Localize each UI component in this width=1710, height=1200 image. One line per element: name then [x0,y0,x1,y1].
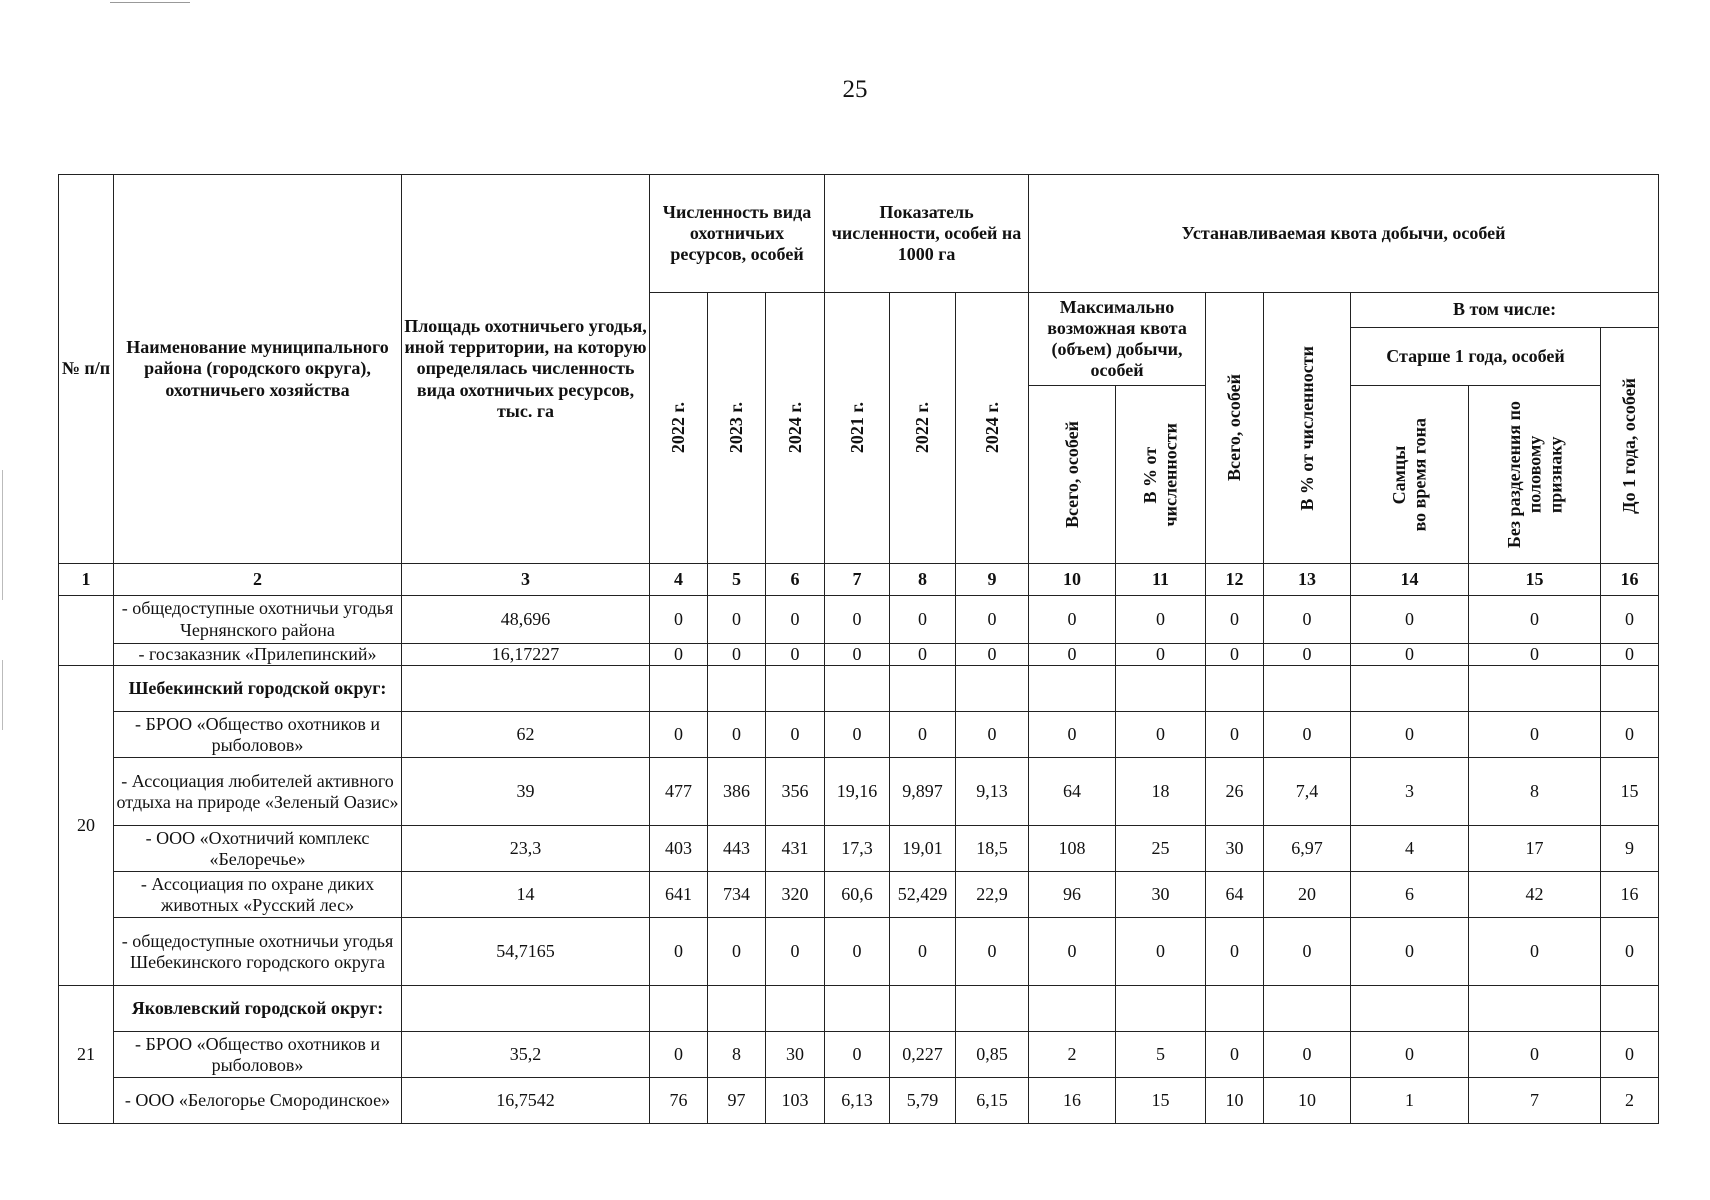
row-value: 0 [1351,644,1469,666]
row-value: 356 [766,758,825,826]
row-value: 0 [825,918,890,986]
row-value [956,986,1029,1032]
row-value: 0 [650,712,708,758]
row-value: 42 [1469,872,1601,918]
row-value: 0 [1029,644,1116,666]
row-value: 0 [650,596,708,644]
row-value: 0 [890,712,956,758]
row-value: 2 [1601,1078,1659,1124]
header-including: В том числе: [1351,293,1659,328]
header-older: Старше 1 года, особей [1351,328,1601,386]
header-percent: В % от численности [1264,293,1351,564]
row-value: 16 [1601,872,1659,918]
row-area: 16,7542 [402,1078,650,1124]
row-area [402,986,650,1032]
row-value: 734 [708,872,766,918]
row-value: 52,429 [890,872,956,918]
row-value: 0 [890,918,956,986]
row-value: 15 [1116,1078,1206,1124]
row-value [766,666,825,712]
header-population: Численность вида охотничьих ресурсов, особей [650,175,825,293]
row-value: 30 [766,1032,825,1078]
row-value: 0 [1206,1032,1264,1078]
row-value [825,666,890,712]
row-number: 20 [59,666,114,986]
table-row [59,666,1659,712]
row-value: 0 [1351,712,1469,758]
row-value: 477 [650,758,708,826]
table-row [59,826,1659,872]
row-name: - общедоступные охотничьи угодья Чернянского района [114,596,402,644]
header-no-sex: Без разделения по половому признаку [1469,386,1601,564]
row-name: - Ассоциация по охране диких животных «Русский лес» [114,872,402,918]
row-value: 0 [1116,712,1206,758]
row-value [1601,666,1659,712]
row-value: 431 [766,826,825,872]
row-value: 0 [1264,712,1351,758]
row-value [1116,666,1206,712]
header-max-percent: В % от численности [1116,386,1206,564]
row-area: 35,2 [402,1032,650,1078]
row-value: 0 [1029,596,1116,644]
row-value: 103 [766,1078,825,1124]
column-number: 12 [1206,564,1264,596]
table-row [59,712,1659,758]
header-max-total: Всего, особей [1029,386,1116,564]
column-number: 14 [1351,564,1469,596]
row-name: - БРОО «Общество охотников и рыболовов» [114,712,402,758]
row-value [1264,666,1351,712]
row-name: - ООО «Охотничий комплекс «Белоречье» [114,826,402,872]
column-number: 7 [825,564,890,596]
column-number: 16 [1601,564,1659,596]
row-value: 64 [1029,758,1116,826]
row-value: 18,5 [956,826,1029,872]
row-value: 0,227 [890,1032,956,1078]
table-row [59,758,1659,826]
column-number: 15 [1469,564,1601,596]
row-value: 0 [825,1032,890,1078]
row-value: 0 [1469,1032,1601,1078]
header-density-year: 2024 г. [956,293,1029,564]
row-value [1206,666,1264,712]
header-under1: До 1 года, особей [1601,328,1659,564]
row-value: 7,4 [1264,758,1351,826]
row-value: 403 [650,826,708,872]
row-value: 0 [825,712,890,758]
row-value: 6 [1351,872,1469,918]
column-number: 8 [890,564,956,596]
row-value: 17,3 [825,826,890,872]
row-value [1116,986,1206,1032]
row-value: 0 [1206,918,1264,986]
row-value: 5 [1116,1032,1206,1078]
column-number: 3 [402,564,650,596]
row-value [650,986,708,1032]
table-row [59,1078,1659,1124]
column-number: 13 [1264,564,1351,596]
row-value: 10 [1264,1078,1351,1124]
row-value: 1 [1351,1078,1469,1124]
row-value: 10 [1206,1078,1264,1124]
table-row [59,918,1659,986]
row-value: 76 [650,1078,708,1124]
row-value [956,666,1029,712]
row-value: 0 [708,712,766,758]
column-number: 1 [59,564,114,596]
table-header [59,175,1659,596]
row-value: 0 [766,644,825,666]
row-name: Яковлевский городской округ: [114,986,402,1032]
row-value: 0 [708,918,766,986]
column-number: 6 [766,564,825,596]
row-value: 16 [1029,1078,1116,1124]
table-row [59,644,1659,666]
header-pop-year: 2023 г. [708,293,766,564]
header-density: Показатель численности, особей на 1000 га [825,175,1029,293]
header-number: № п/п [59,175,114,564]
header-pop-year: 2022 г. [650,293,708,564]
row-value: 0 [1351,596,1469,644]
row-value: 0 [650,918,708,986]
row-name: - госзаказник «Прилепинский» [114,644,402,666]
row-value: 0 [956,596,1029,644]
row-value [825,986,890,1032]
row-value: 15 [1601,758,1659,826]
row-value: 0 [766,918,825,986]
row-value: 25 [1116,826,1206,872]
row-area: 48,696 [402,596,650,644]
row-value: 6,97 [1264,826,1351,872]
row-value: 320 [766,872,825,918]
row-value: 0 [1264,1032,1351,1078]
row-value: 0 [890,596,956,644]
row-value: 0 [1351,918,1469,986]
row-value: 0 [890,644,956,666]
scan-edge-mark [2,660,3,730]
row-value: 641 [650,872,708,918]
header-density-year: 2021 г. [825,293,890,564]
row-value: 20 [1264,872,1351,918]
row-value: 0 [650,1032,708,1078]
row-value [1029,666,1116,712]
row-area: 62 [402,712,650,758]
row-value: 0 [1264,644,1351,666]
row-number: 21 [59,986,114,1124]
row-value [1351,666,1469,712]
row-value: 8 [708,1032,766,1078]
row-value [1029,986,1116,1032]
row-value [1264,986,1351,1032]
row-value: 0 [1264,918,1351,986]
row-value: 30 [1116,872,1206,918]
row-value: 5,79 [890,1078,956,1124]
header-quota: Устанавливаемая квота добычи, особей [1029,175,1659,293]
row-value: 17 [1469,826,1601,872]
row-value: 0 [708,596,766,644]
row-value: 0 [1206,596,1264,644]
row-value: 0 [956,644,1029,666]
row-value [1206,986,1264,1032]
row-value: 0 [1116,918,1206,986]
row-value: 0 [825,644,890,666]
row-value: 0 [1601,1032,1659,1078]
row-value [1601,986,1659,1032]
row-value: 97 [708,1078,766,1124]
row-value: 0 [766,712,825,758]
row-area: 16,17227 [402,644,650,666]
row-value: 0 [1029,918,1116,986]
row-value: 7 [1469,1078,1601,1124]
row-value: 0 [1264,596,1351,644]
row-value: 0 [766,596,825,644]
row-value: 0 [956,712,1029,758]
row-value: 0 [1029,712,1116,758]
column-numbers-row [59,564,1659,596]
header-pop-year: 2024 г. [766,293,825,564]
row-value: 96 [1029,872,1116,918]
row-number [59,596,114,666]
header-density-year: 2022 г. [890,293,956,564]
row-value: 0 [1469,918,1601,986]
table-row [59,986,1659,1032]
row-value [890,666,956,712]
column-number: 10 [1029,564,1116,596]
column-number: 9 [956,564,1029,596]
header-max-quota: Максимально возможная квота (объем) добычи, особей [1029,293,1206,386]
row-value: 0 [1116,644,1206,666]
table-row [59,1032,1659,1078]
row-value [1469,666,1601,712]
row-value: 0,85 [956,1032,1029,1078]
row-value: 3 [1351,758,1469,826]
row-value [708,666,766,712]
row-value: 0 [1469,596,1601,644]
row-value: 19,01 [890,826,956,872]
row-value: 0 [956,918,1029,986]
row-area: 23,3 [402,826,650,872]
row-name: - ООО «Белогорье Смородинское» [114,1078,402,1124]
row-value: 60,6 [825,872,890,918]
header-area: Площадь охотничьего угодья, иной территории, на которую определялась численность вида охотничьих ресурсов, тыс. га [402,175,650,564]
row-value [650,666,708,712]
row-value: 0 [1601,596,1659,644]
column-number: 11 [1116,564,1206,596]
row-value: 0 [1601,712,1659,758]
table-body [59,596,1659,1124]
row-name: Шебекинский городской округ: [114,666,402,712]
page-number: 25 [842,76,868,103]
header-males: Самцы во время гона [1351,386,1469,564]
row-value: 18 [1116,758,1206,826]
row-value: 4 [1351,826,1469,872]
row-area: 14 [402,872,650,918]
header-total: Всего, особей [1206,293,1264,564]
row-value: 9 [1601,826,1659,872]
row-area: 54,7165 [402,918,650,986]
row-name: - БРОО «Общество охотников и рыболовов» [114,1032,402,1078]
row-value: 19,16 [825,758,890,826]
row-value: 386 [708,758,766,826]
row-value: 0 [1116,596,1206,644]
row-value [890,986,956,1032]
row-name: - общедоступные охотничьи угодья Шебекинского городского округа [114,918,402,986]
table-row [59,872,1659,918]
row-value: 6,15 [956,1078,1029,1124]
row-name: - Ассоциация любителей активного отдыха на природе «Зеленый Оазис» [114,758,402,826]
row-value: 6,13 [825,1078,890,1124]
quota-table [58,174,1659,1124]
row-value [1351,986,1469,1032]
row-value: 0 [708,644,766,666]
row-value: 30 [1206,826,1264,872]
column-number: 4 [650,564,708,596]
row-value: 0 [825,596,890,644]
header-name: Наименование муниципального района (городского округа), охотничьего хозяйства [114,175,402,564]
row-value: 26 [1206,758,1264,826]
row-value [708,986,766,1032]
row-value: 22,9 [956,872,1029,918]
row-value: 2 [1029,1032,1116,1078]
row-value: 0 [1206,644,1264,666]
row-value: 8 [1469,758,1601,826]
row-value: 0 [1206,712,1264,758]
row-value: 0 [650,644,708,666]
table-row [59,596,1659,644]
column-number: 2 [114,564,402,596]
row-value: 443 [708,826,766,872]
row-value: 0 [1469,712,1601,758]
row-area: 39 [402,758,650,826]
scan-edge-mark [2,470,3,600]
column-number: 5 [708,564,766,596]
row-value: 108 [1029,826,1116,872]
row-area [402,666,650,712]
row-value [766,986,825,1032]
row-value: 0 [1601,918,1659,986]
row-value: 9,897 [890,758,956,826]
row-value: 9,13 [956,758,1029,826]
scan-top-rule [110,2,190,3]
row-value: 64 [1206,872,1264,918]
row-value: 0 [1351,1032,1469,1078]
row-value: 0 [1601,644,1659,666]
row-value: 0 [1469,644,1601,666]
row-value [1469,986,1601,1032]
